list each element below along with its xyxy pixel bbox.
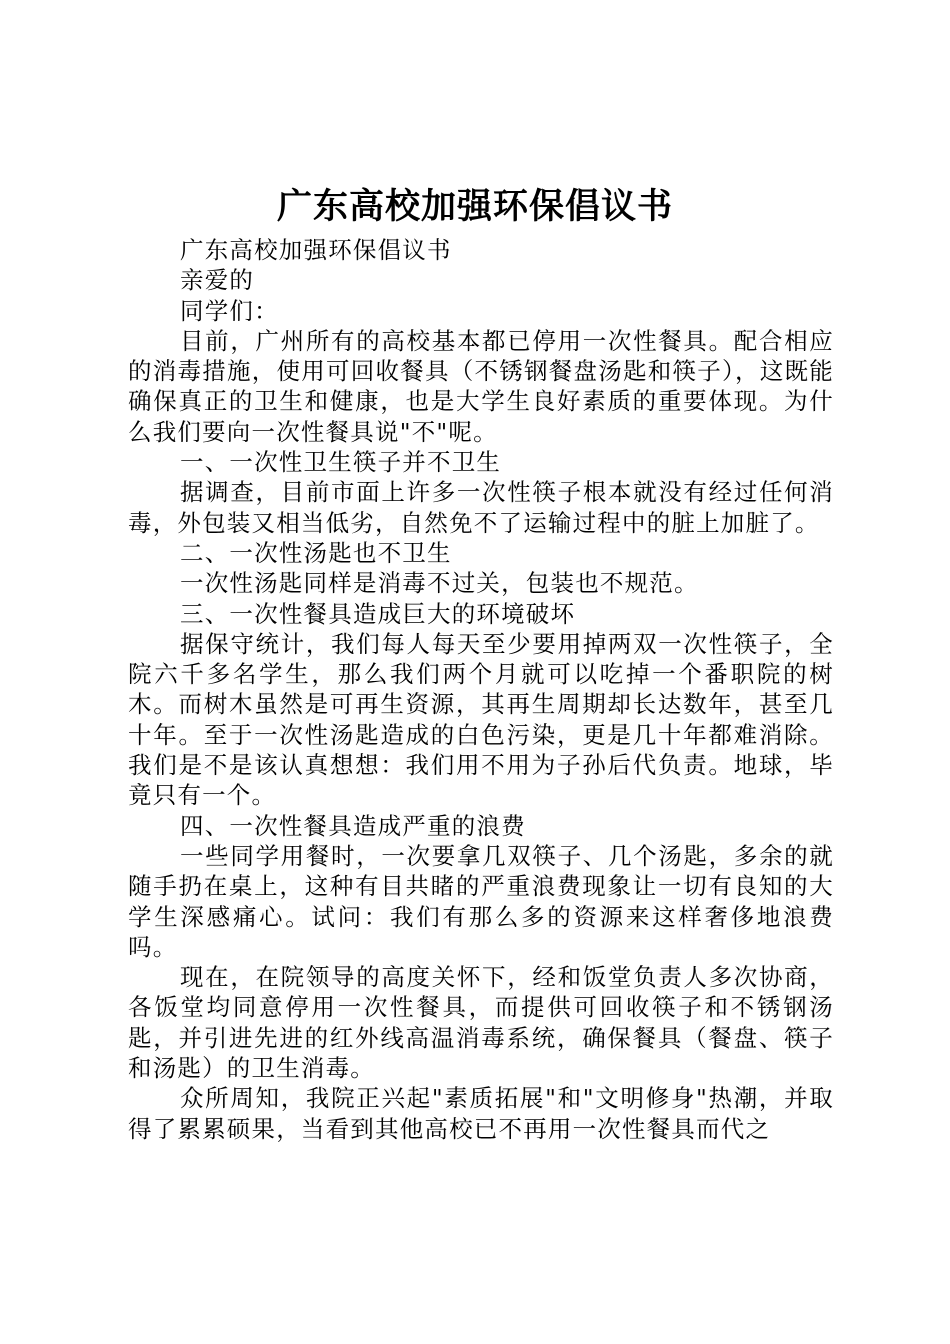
paragraph-section-4: 一些同学用餐时，一次要拿几双筷子、几个汤匙，多余的就随手扔在桌上，这种有目共睹的严重浪费现象让一切有良知的大学生深感痛心。试问：我们有那么多的资源来这样奢侈地浪费吗。	[128, 841, 834, 961]
section-heading-1: 一、一次性卫生筷子并不卫生	[180, 448, 502, 477]
paragraph-salutation: 同学们：	[180, 296, 279, 325]
paragraph-greeting: 亲爱的	[180, 266, 255, 295]
section-heading-2: 二、一次性汤匙也不卫生	[180, 538, 452, 567]
paragraph-intro: 目前，广州所有的高校基本都已停用一次性餐具。配合相应的消毒措施，使用可回收餐具（不锈钢餐盘汤匙和筷子），这既能确保真正的卫生和健康，也是大学生良好素质的重要体现。为什么我们要向一次性餐具说"不"呢。	[128, 326, 834, 446]
paragraph-subtitle: 广东高校加强环保倡议书	[180, 236, 452, 264]
paragraph-now: 现在，在院领导的高度关怀下，经和饭堂负责人多次协商，各饭堂均同意停用一次性餐具，而提供可回收筷子和不锈钢汤匙，并引进先进的红外线高温消毒系统，确保餐具（餐盘、筷子和汤匙）的卫生消毒。	[128, 963, 834, 1083]
paragraph-section-2: 一次性汤匙同样是消毒不过关，包装也不规范。	[180, 569, 699, 598]
section-heading-4: 四、一次性餐具造成严重的浪费	[180, 811, 526, 840]
paragraph-section-3: 据保守统计，我们每人每天至少要用掉两双一次性筷子，全院六千多名学生，那么我们两个月就可以吃掉一个番职院的树木。而树木虽然是可再生资源，其再生周期却长达数年，甚至几十年。至于一次性汤匙造成的白色污染，更是几十年都难消除。我们是不是该认真想想：我们用不用为子孙后代负责。地球，毕竟只有一个。	[128, 629, 834, 810]
paragraph-section-1: 据调查，目前市面上许多一次性筷子根本就没有经过任何消毒，外包装又相当低劣，自然免不了运输过程中的脏上加脏了。	[128, 478, 834, 537]
section-heading-3: 三、一次性餐具造成巨大的环境破坏	[180, 599, 576, 628]
document-body	[128, 235, 834, 1144]
document-title: 广东高校加强环保倡议书	[276, 186, 673, 227]
paragraph-closing: 众所周知，我院正兴起"素质拓展"和"文明修身"热潮，并取得了累累硕果，当看到其他高校已不再用一次性餐具而代之	[128, 1084, 834, 1143]
